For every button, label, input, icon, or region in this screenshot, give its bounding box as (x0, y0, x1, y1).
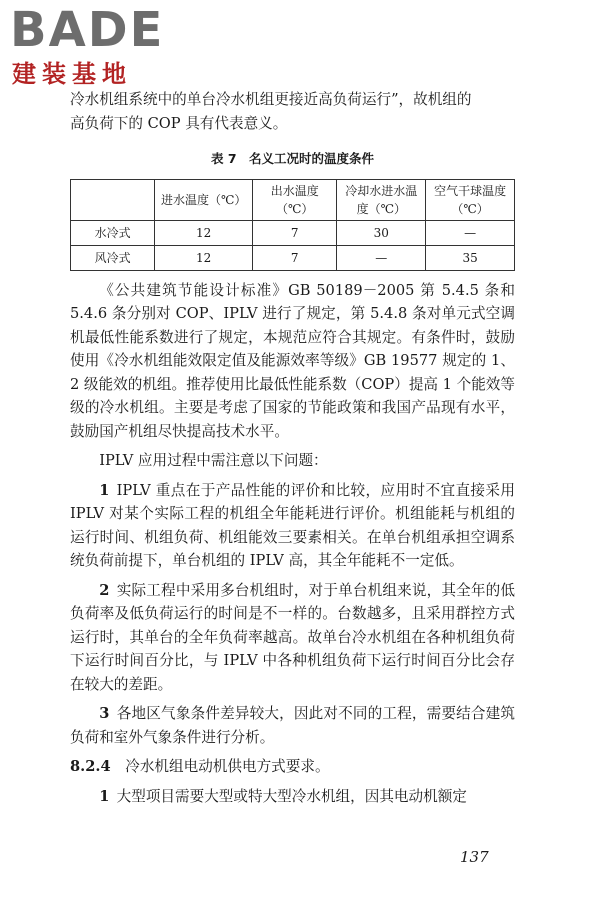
item-text: IPLV 重点在于产品性能的评价和比较，应用时不宜直接采用 IPLV 对某个实际工程的机组全年能耗进行评价。机组能耗与机组的运行时间、机组负荷、机组能效三要素相关。在单台机组承担空调系统负荷前提下，单台机组的 IPLV 高，其全年能耗不一定低。 (70, 481, 515, 569)
item-number: 1 (99, 787, 110, 805)
page-number: 137 (460, 848, 489, 866)
paragraph-iplv-intro: IPLV 应用过程中需注意以下问题： (99, 452, 328, 469)
list-item (70, 479, 515, 573)
table-cell: 7 (253, 220, 337, 245)
item-number: 2 (99, 581, 110, 599)
section-heading (70, 755, 515, 779)
table-cell: 水冷式 (71, 220, 155, 245)
logo-subtitle: 建装基地 (12, 60, 132, 88)
table-header-row (71, 179, 515, 220)
page-content (70, 88, 515, 808)
table-cell: 35 (426, 245, 515, 270)
logo (10, 4, 200, 90)
table-caption: 表 7 名义工况时的温度条件 (210, 151, 375, 166)
table-cell: — (337, 245, 426, 270)
table-header-cell (71, 179, 155, 220)
table-header-cell: 出水温度（℃） (253, 179, 337, 220)
list-item (70, 579, 515, 697)
table-header-cell: 冷却水进水温度（℃） (337, 179, 426, 220)
list-item (70, 785, 515, 809)
logo-wordmark: BADE (10, 2, 165, 58)
item-text: 各地区气象条件差异较大，因此对不同的工程，需要结合建筑负荷和室外气象条件进行分析。 (70, 705, 515, 746)
intro-line-1: 冷水机组系统中的单台冷水机组更接近高负荷运行”，故机组的 (70, 91, 472, 108)
section-number: 8.2.4 (70, 758, 111, 775)
item-number: 1 (99, 481, 110, 499)
item-text: 大型项目需要大型或特大型冷水机组，因其电动机额定 (116, 787, 467, 805)
table-row (71, 220, 515, 245)
list-item (70, 702, 515, 749)
table-cell: 12 (155, 220, 253, 245)
table-cell: 12 (155, 245, 253, 270)
table-cell: 30 (337, 220, 426, 245)
intro-line-2: 高负荷下的 COP 具有代表意义。 (70, 114, 288, 132)
table-cell: 风冷式 (71, 245, 155, 270)
table-header-cell: 进水温度（℃） (155, 179, 253, 220)
table-cell: — (426, 220, 515, 245)
table-header-cell: 空气干球温度（℃） (426, 179, 515, 220)
conditions-table (70, 179, 515, 271)
section-title: 冷水机组电动机供电方式要求。 (125, 758, 330, 775)
item-number: 3 (99, 705, 110, 722)
paragraph-standard: 《公共建筑节能设计标准》GB 50189－2005 第 5.4.5 条和 5.4.6 条分别对 COP、IPLV 进行了规定，第 5.4.8 条对单元式空调机最低性能系数进行了规定，本规范应符合其规定。有条件时，鼓励使用《冷水机组能效限定值及能源效率等级》GB 19577 规定的 1、2 级能效的机组。推荐使用比最低性能系数（COP）提高 1 个能效等级的冷水机组。主要是考虑了国家的节能政策和我国产品现有水平，鼓励国产机组尽快提高技术水平。 (70, 281, 515, 440)
item-text: 实际工程中采用多台机组时，对于单台机组来说，其全年的低负荷率及低负荷运行的时间是不一样的。台数越多，且采用群控方式运行时，其单台的全年负荷率越高。故单台冷水机组在各种机组负荷下运行时间百分比，与 IPLV 中各种机组负荷下运行时间百分比会存在较大的差距。 (70, 581, 515, 693)
table-row (71, 245, 515, 270)
table-cell: 7 (253, 245, 337, 270)
